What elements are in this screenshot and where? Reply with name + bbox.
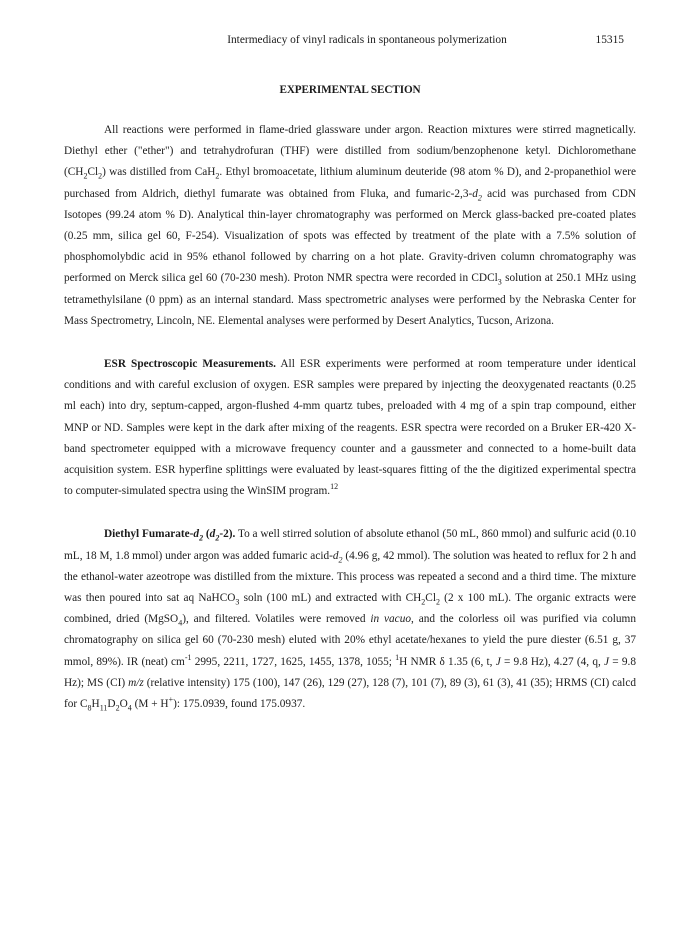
paragraph-esr-measurements: ESR Spectroscopic Measurements. All ESR experiments were performed at room temperature under identical conditions and with careful exclusion of oxygen. ESR samples were prepared by injecting the deoxygenated reactants (0.25 ml each) into dry, septum-capped, argon-flushed 4-mm quartz tubes, preloaded with 4 mg of a spin trap compound, either MNP or ND. Samples were kept in the dark after mixing of the reagents. ESR spectra were recorded on a Bruker ER-420 X-band spectrometer equipped with a microwave frequency counter and a gaussmeter and connected to a home-built data acquisition system. ESR hyperfine splittings were evaluated by least-squares fitting of the the digitized experimental spectra to computer-simulated spectra using the WinSIM program.$^{12}$	[64, 358, 636, 498]
paragraph-diethyl-fumarate: Diethyl Fumarate-$d_2$ $(d_2-2)$. To a well stirred solution of absolute ethanol (50 mL, 860 mmol) and sulfuric acid (0.10 mL, 18 M, 1.8 mmol) under argon was added fumaric acid-$d_2$ (4.96 g, 42 mmol). The solution was heated to reflux for 2 h and the ethanol-water azeotrope was distilled from the mixture. This process was repeated a second and a third time. The mixture was then poured into sat aq NaHCO$_3$ soln (100 mL) and extracted with $CH_2Cl_2$ (2 x 100 mL). The organic extracts were combined, dried (MgSO$_4$), and filtered. Volatiles were removed in vacuo, and the colorless oil was purified via column chromatography on silica gel 60 (70-230 mesh) eluted with 20% ethyl acetate/hexanes to yield the pure diester (6.51 g, 37 mmol, 89%). IR (neat) $cm^{-1}$ 2995, 2211, 1727, 1625, 1455, 1378, 1055; $^1$H NMR δ 1.35 (6, t, J = 9.8 Hz), 4.27 (4, q, J = 9.8 Hz); MS (CI) m/z (relative intensity) 175 (100), 147 (26), 129 (27), 128 (7), 101 (7), 89 (3), 61 (3), 41 (35); HRMS (CI) calcd for $C_8H_{11}D_2O_4$ (M + H+): 175.0939, found 175.0937.	[64, 528, 637, 713]
page-number: 15315	[595, 34, 624, 46]
body-text	[64, 120, 636, 737]
running-title: Intermediacy of vinyl radicals in spontaneous polymerization	[227, 34, 507, 46]
section-title: EXPERIMENTAL SECTION	[279, 84, 421, 96]
paragraph-heading: Diethyl Fumarate-$d_2$ $(d_2-2)$.	[104, 528, 236, 543]
reference-citation: 12	[330, 482, 339, 492]
paragraph-general-methods: All reactions were performed in flame-dried glassware under argon. Reaction mixtures were stirred magnetically. Diethyl ether ("ether") and tetrahydrofuran (THF) were distilled from sodium/benzophenone ketyl. Dichloromethane $(CH_2Cl_2)$ was distilled from CaH$_2$. Ethyl bromoacetate, lithium aluminum deuteride (98 atom % D), and 2-propanethiol were purchased from Aldrich, diethyl fumarate was obtained from Fluka, and fumaric-$2,3-d_2$ acid was purchased from CDN Isotopes (99.24 atom % D). Analytical thin-layer chromatography was performed on Merck glass-backed pre-coated plates (0.25 mm, silica gel 60, F-254). Visualization of spots was effected by treatment of the plate with a 7.5% solution of phosphomolybdic acid in 95% ethanol followed by charring on a hot plate. Gravity-driven column chromatography was performed on Merck silica gel 60 (70-230 mesh). Proton NMR spectra were recorded in CDCl$_3$ solution at 250.1 MHz using tetramethylsilane (0 ppm) as an internal standard. Mass spectrometric analyses were performed by the Nebraska Center for Mass Spectrometry, Lincoln, NE. Elemental analyses were performed by Desert Analytics, Tucson, Arizona.	[64, 124, 637, 327]
paragraph-heading: ESR Spectroscopic Measurements.	[104, 358, 276, 371]
